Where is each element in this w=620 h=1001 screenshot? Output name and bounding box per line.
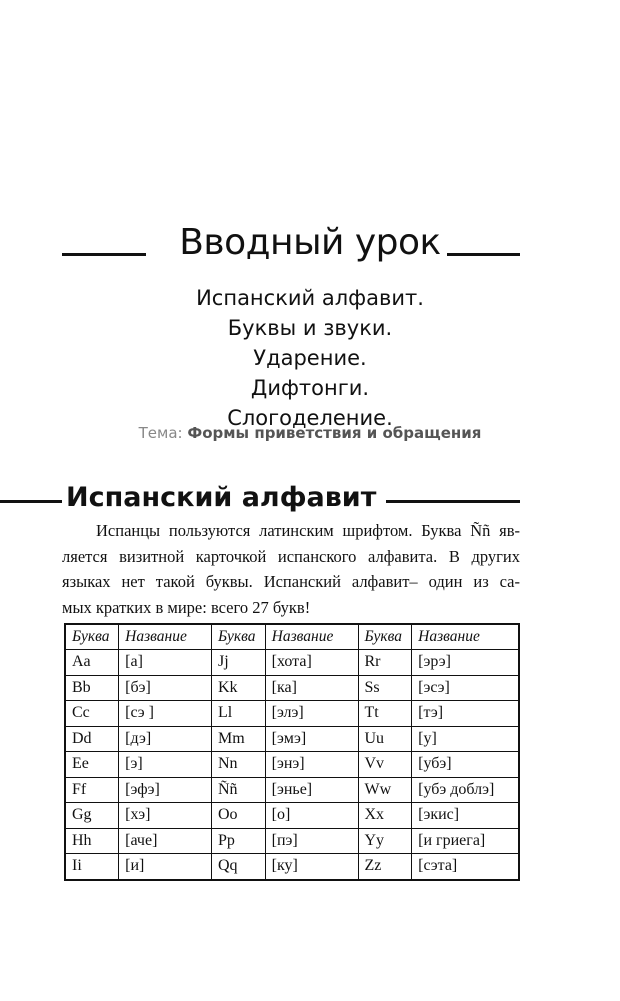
table-row bbox=[65, 803, 519, 829]
section-rule-left bbox=[0, 500, 62, 503]
alphabet-table bbox=[64, 623, 520, 881]
table-row bbox=[65, 777, 519, 803]
name-cell: [э] bbox=[119, 752, 212, 778]
letter-cell: Zz bbox=[358, 854, 412, 880]
name-cell: [ку] bbox=[265, 854, 358, 880]
letter-cell: Aa bbox=[65, 650, 119, 676]
name-cell: [сэта] bbox=[412, 854, 519, 880]
name-cell: [у] bbox=[412, 726, 519, 752]
subtopic-list bbox=[0, 283, 620, 433]
letter-cell: Rr bbox=[358, 650, 412, 676]
letter-cell: Pp bbox=[212, 828, 266, 854]
letter-cell: Nn bbox=[212, 752, 266, 778]
name-cell: [пэ] bbox=[265, 828, 358, 854]
intro-line: ляется визитной карточкой испанского алфавита. В других bbox=[62, 546, 520, 566]
table-row bbox=[65, 701, 519, 727]
letter-cell: Qq bbox=[212, 854, 266, 880]
subtopic: Буквы и звуки. bbox=[227, 316, 393, 340]
name-cell: [хота] bbox=[265, 650, 358, 676]
letter-cell: Ee bbox=[65, 752, 119, 778]
name-cell: [элэ] bbox=[265, 701, 358, 727]
letter-cell: Bb bbox=[65, 675, 119, 701]
letter-cell: Ll bbox=[212, 701, 266, 727]
name-cell: [эсэ] bbox=[412, 675, 519, 701]
name-cell: [ка] bbox=[265, 675, 358, 701]
table-row bbox=[65, 752, 519, 778]
letter-cell: Xx bbox=[358, 803, 412, 829]
subtopic: Ударение. bbox=[253, 346, 367, 370]
column-header-name: Название bbox=[265, 624, 358, 650]
intro-line: мых кратких в мире: всего 27 букв! bbox=[62, 597, 311, 617]
name-cell: [хэ] bbox=[119, 803, 212, 829]
intro-line: Испанцы пользуются латинским шрифтом. Буква Ññ яв- bbox=[96, 521, 520, 540]
name-cell: [убэ доблэ] bbox=[412, 777, 519, 803]
letter-cell: Ff bbox=[65, 777, 119, 803]
section-header bbox=[0, 478, 620, 518]
name-cell: [бэ] bbox=[119, 675, 212, 701]
letter-cell: Uu bbox=[358, 726, 412, 752]
name-cell: [убэ] bbox=[412, 752, 519, 778]
intro-line: языках нет такой буквы. Испанский алфавит– один из са- bbox=[62, 572, 520, 591]
chapter-rule-right bbox=[447, 253, 520, 256]
theme-label: Тема: bbox=[138, 424, 183, 442]
name-cell: [тэ] bbox=[412, 701, 519, 727]
name-cell: [аче] bbox=[119, 828, 212, 854]
table-header-row bbox=[65, 624, 519, 650]
subtopic: Дифтонги. bbox=[250, 376, 370, 400]
table-row bbox=[65, 650, 519, 676]
letter-cell: Kk bbox=[212, 675, 266, 701]
letter-cell: Hh bbox=[65, 828, 119, 854]
section-title: Испанский алфавит bbox=[66, 482, 377, 513]
chapter-header bbox=[0, 218, 620, 268]
letter-cell: Mm bbox=[212, 726, 266, 752]
name-cell: [а] bbox=[119, 650, 212, 676]
name-cell: [экис] bbox=[412, 803, 519, 829]
column-header-name: Название bbox=[119, 624, 212, 650]
subtopic: Слогоделение. bbox=[227, 406, 393, 430]
letter-cell: Yy bbox=[358, 828, 412, 854]
letter-cell: Gg bbox=[65, 803, 119, 829]
letter-cell: Tt bbox=[358, 701, 412, 727]
letter-cell: Jj bbox=[212, 650, 266, 676]
name-cell: [эрэ] bbox=[412, 650, 519, 676]
name-cell: [эфэ] bbox=[119, 777, 212, 803]
theme-value: Формы приветствия и обращения bbox=[187, 424, 482, 442]
letter-cell: Dd bbox=[65, 726, 119, 752]
column-header-letter: Буква bbox=[65, 624, 119, 650]
column-header-letter: Буква bbox=[358, 624, 412, 650]
column-header-name: Название bbox=[412, 624, 519, 650]
name-cell: [и] bbox=[119, 854, 212, 880]
column-header-letter: Буква bbox=[212, 624, 266, 650]
name-cell: [дэ] bbox=[119, 726, 212, 752]
letter-cell: Cc bbox=[65, 701, 119, 727]
name-cell: [энэ] bbox=[265, 752, 358, 778]
letter-cell: Oo bbox=[212, 803, 266, 829]
name-cell: [и гриега] bbox=[412, 828, 519, 854]
table-row bbox=[65, 675, 519, 701]
name-cell: [сэ ] bbox=[119, 701, 212, 727]
chapter-title: Вводный урок bbox=[179, 222, 441, 263]
theme-line bbox=[0, 422, 620, 444]
letter-cell: Ww bbox=[358, 777, 412, 803]
letter-cell: Ii bbox=[65, 854, 119, 880]
name-cell: [о] bbox=[265, 803, 358, 829]
letter-cell: Ss bbox=[358, 675, 412, 701]
name-cell: [эмэ] bbox=[265, 726, 358, 752]
name-cell: [энье] bbox=[265, 777, 358, 803]
intro-paragraph bbox=[62, 518, 520, 620]
table-row bbox=[65, 828, 519, 854]
letter-cell: Ññ bbox=[212, 777, 266, 803]
table-row bbox=[65, 726, 519, 752]
section-rule-right bbox=[386, 500, 520, 503]
subtopic: Испанский алфавит. bbox=[196, 286, 424, 310]
table-row bbox=[65, 854, 519, 880]
letter-cell: Vv bbox=[358, 752, 412, 778]
